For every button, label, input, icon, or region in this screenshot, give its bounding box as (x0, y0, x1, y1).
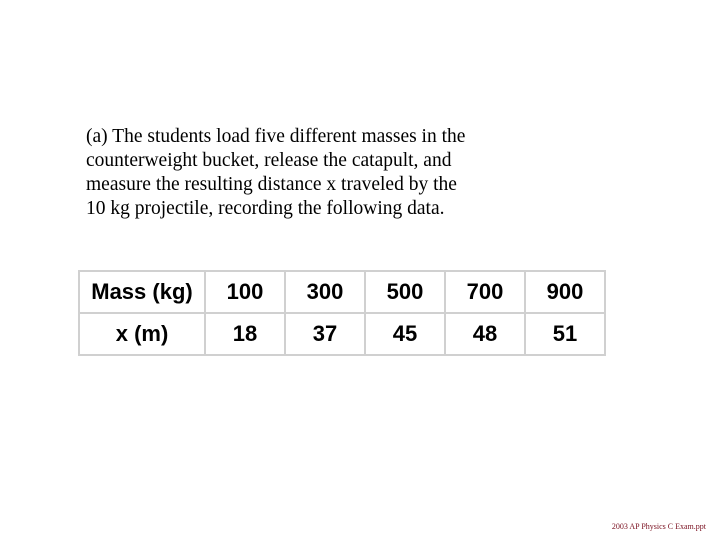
table-cell: 900 (525, 271, 605, 313)
paragraph-line: counterweight bucket, release the catapult, and (86, 150, 452, 171)
row-header-mass: Mass (kg) (79, 271, 205, 313)
footer-filename: 2003 AP Physics C Exam.ppt (611, 522, 706, 531)
table-row-distance (79, 313, 605, 355)
paragraph-line: 10 kg projectile, recording the following data. (86, 198, 445, 219)
data-table (78, 270, 606, 356)
row-header-distance: x (m) (79, 313, 205, 355)
table-cell: 300 (285, 271, 365, 313)
table-cell: 45 (365, 313, 445, 355)
table-cell: 51 (525, 313, 605, 355)
table-cell: 500 (365, 271, 445, 313)
paragraph-line: (a) The students load five different masses in the (86, 126, 466, 147)
problem-paragraph (86, 125, 626, 221)
table-cell: 700 (445, 271, 525, 313)
table-cell: 18 (205, 313, 285, 355)
table-row-mass (79, 271, 605, 313)
table-cell: 100 (205, 271, 285, 313)
table-cell: 48 (445, 313, 525, 355)
paragraph-line: measure the resulting distance x traveled by the (86, 174, 457, 195)
table-cell: 37 (285, 313, 365, 355)
